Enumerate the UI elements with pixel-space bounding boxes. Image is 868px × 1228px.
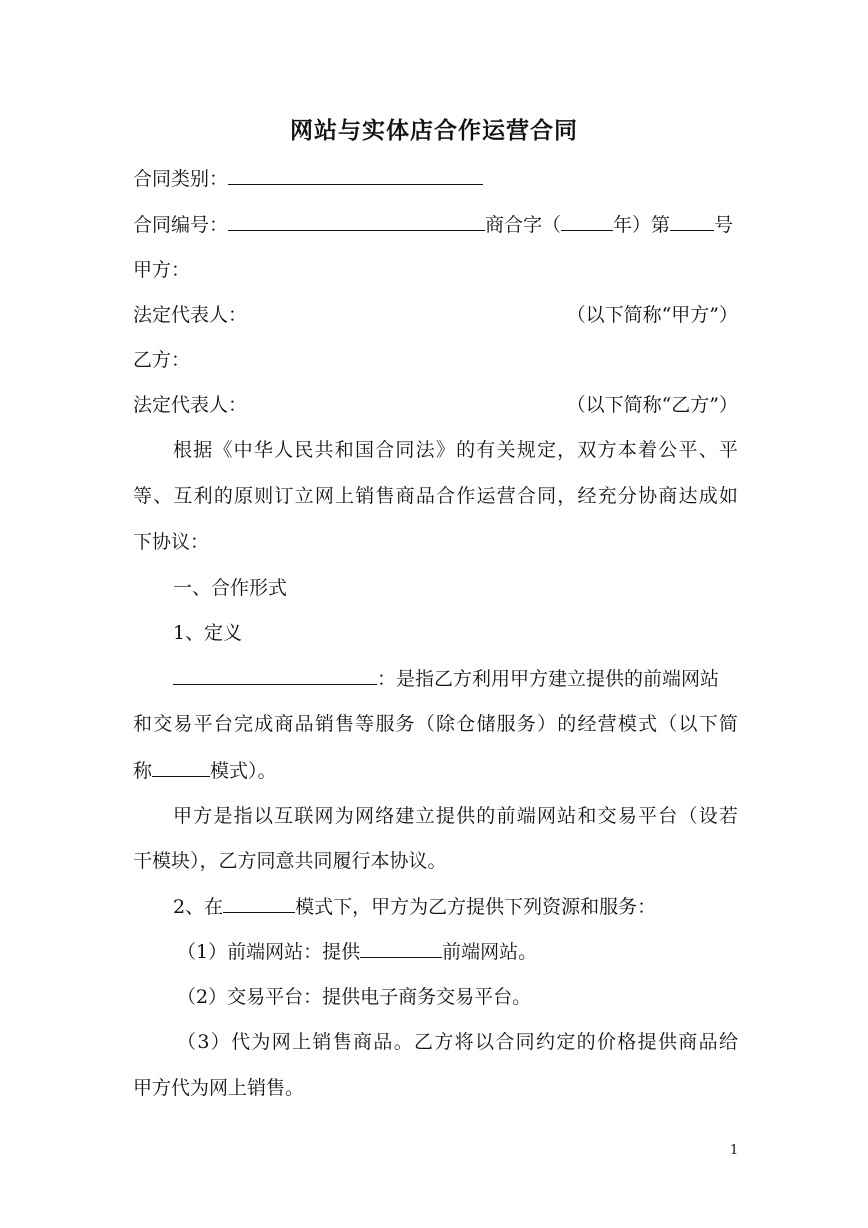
party-a-desc-line-2: 干模块），乙方同意共同履行本协议。 [133, 850, 447, 872]
contract-number-blank [228, 212, 485, 231]
year-blank [561, 212, 613, 231]
party-a-legal-rep-label: 法定代表人： [133, 304, 248, 326]
party-b-label: 乙方： [133, 349, 191, 371]
definition-line-3-tail: 模式）。 [210, 760, 277, 782]
definition-line-1 [173, 666, 738, 691]
item-2-head: 2、在 [173, 896, 224, 918]
definition-line-3 [133, 758, 738, 783]
item-1-heading: 1、定义 [173, 622, 243, 644]
preamble-line-1: 根 据 《 中 华 人 民 共 和 国 合 同 法 》 的 有 关 规 定 ， 双 方 本 着 公 平 、 平 [173, 439, 738, 461]
sub-item-3-line-2: 甲方代为网上销售。 [133, 1077, 305, 1099]
contract-category-label: 合同类别： [133, 168, 229, 190]
contract-number-prefix: 商合字（ [485, 214, 562, 236]
item-2-tail: 模式下，甲方为乙方提供下列资源和服务： [295, 896, 657, 918]
definition-line-2: 和 交 易 平 台 完 成 商 品 销 售 等 服 务 （ 除 仓 储 服 务 ） 的 经 营 模 式 （ 以 下 简 [133, 713, 738, 735]
party-a-label: 甲方： [133, 259, 191, 281]
sub-item-3-line-1: （ 3 ） 代 为 网 上 销 售 商 品 。 乙 方 将 以 合 同 约 定 的 价 格 提 供 商 品 给 [177, 1031, 738, 1053]
contract-category-line [133, 166, 738, 191]
party-b-legal-rep-line [133, 393, 738, 417]
party-a-line [133, 258, 738, 282]
contract-number-label: 合同编号： [133, 214, 229, 236]
section-1-heading: 一、合作形式 [173, 577, 288, 599]
item-2-mode-blank [223, 894, 295, 913]
party-b-legal-rep-label: 法定代表人： [133, 394, 248, 416]
sub-item-2: （2）交易平台：提供电子商务交易平台。 [177, 986, 532, 1008]
number-blank [670, 212, 714, 231]
sub-item-1-head: （1）前端网站：提供 [177, 941, 361, 963]
party-a-desc-line-1: 甲 方 是 指 以 互 联 网 为 网 络 建 立 提 供 的 前 端 网 站 和 交 易 平 台 （ 设 若 [173, 805, 738, 827]
sub-item-1 [177, 939, 738, 964]
sub-item-1-tail: 前端网站。 [442, 941, 538, 963]
party-a-alias: （以下简称“甲方”） [566, 304, 738, 326]
contract-number-end: 号 [714, 214, 734, 236]
preamble-line-3: 下协议： [133, 531, 210, 553]
party-b-alias: （以下简称“乙方”） [566, 394, 738, 416]
mode-abbrev-blank [152, 758, 210, 777]
sub-item-1-blank [360, 939, 442, 958]
definition-line-3-head: 称 [133, 760, 153, 782]
page-number: 1 [730, 1143, 739, 1158]
preamble-line-2: 等 、 互 利 的 原 则 订 立 网 上 销 售 商 品 合 作 运 营 合 同 ， 经 充 分 协 商 达 成 如 [133, 485, 738, 507]
document-title: 网站与实体店合作运营合同 [290, 118, 578, 144]
definition-line-1-text: ：是指乙方利用甲方建立提供的前端网站 [377, 668, 720, 690]
contract-category-blank [228, 166, 483, 185]
contract-number-year-suffix: 年）第 [613, 214, 671, 236]
mode-name-blank [173, 666, 377, 685]
item-2-line [173, 894, 738, 919]
party-a-legal-rep-line [133, 303, 738, 327]
party-b-line [133, 348, 738, 372]
contract-number-line [133, 212, 738, 237]
